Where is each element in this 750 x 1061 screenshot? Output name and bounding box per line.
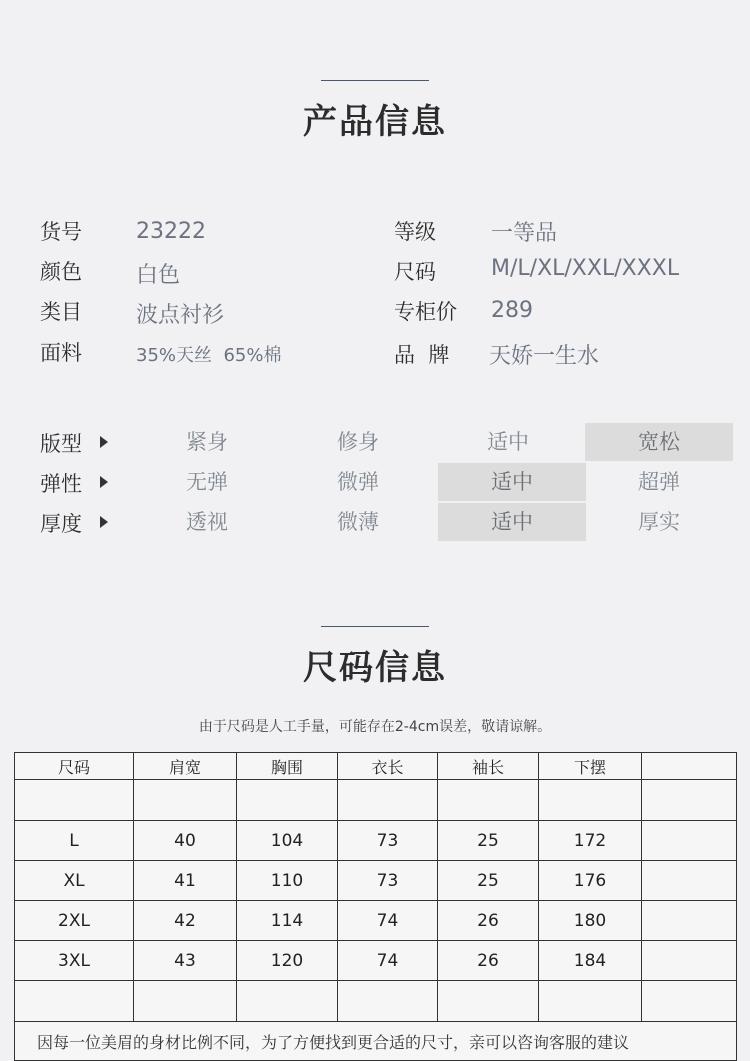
field-label-counter-price: 专柜价 <box>394 300 457 324</box>
attribute-label-thickness: 厚度 <box>40 512 82 536</box>
size-table <box>14 752 737 1061</box>
table-row-empty <box>15 780 737 821</box>
table-cell: 74 <box>338 901 438 941</box>
attribute-option: 紧身 <box>186 430 228 454</box>
table-cell: 26 <box>438 941 539 981</box>
table-cell: 42 <box>134 901 237 941</box>
table-cell: 2XL <box>15 901 134 941</box>
table-cell: 3XL <box>15 941 134 981</box>
table-row-empty <box>15 981 737 1022</box>
header-cell: 袖长 <box>438 753 539 780</box>
attribute-option: 无弹 <box>186 470 228 494</box>
field-value-item-no: 23222 <box>136 219 206 244</box>
table-cell: 172 <box>539 821 642 861</box>
attribute-option-selected: 适中 <box>438 503 586 541</box>
table-cell: 180 <box>539 901 642 941</box>
field-label-grade: 等级 <box>394 220 436 244</box>
attribute-option: 修身 <box>337 430 379 454</box>
field-value-counter-price: 289 <box>491 298 533 323</box>
product-title-divider <box>321 80 429 81</box>
header-cell: 胸围 <box>237 753 338 780</box>
attribute-option: 微薄 <box>337 510 379 534</box>
table-cell <box>642 821 737 861</box>
field-value-fabric: 35%天丝 65%棉 <box>136 345 282 366</box>
field-value-category: 波点衬衫 <box>136 303 225 328</box>
field-value-size: M/L/XL/XXL/XXXL <box>491 256 680 281</box>
field-label-size: 尺码 <box>394 260 436 284</box>
attribute-option-selected: 宽松 <box>585 423 733 461</box>
attribute-option: 微弹 <box>337 470 379 494</box>
attribute-option-selected: 适中 <box>438 463 586 501</box>
table-footer-row <box>15 1022 737 1061</box>
table-cell: XL <box>15 861 134 901</box>
attribute-option: 透视 <box>186 510 228 534</box>
table-cell: 114 <box>237 901 338 941</box>
size-title-divider <box>321 626 429 627</box>
table-row <box>15 901 737 941</box>
table-cell <box>642 901 737 941</box>
field-label-color: 颜色 <box>40 260 82 284</box>
header-cell <box>642 753 737 780</box>
size-note: 由于尺码是人工手量，可能存在2-4cm误差，敬请谅解。 <box>198 719 552 735</box>
triangle-right-icon <box>100 516 108 528</box>
table-cell: 43 <box>134 941 237 981</box>
field-label-brand: 品 牌 <box>394 343 450 367</box>
table-cell: 73 <box>338 821 438 861</box>
triangle-right-icon <box>100 436 108 448</box>
field-value-grade: 一等品 <box>491 221 558 246</box>
attribute-option: 适中 <box>487 430 529 454</box>
table-cell: 74 <box>338 941 438 981</box>
attribute-option: 超弹 <box>638 470 680 494</box>
header-cell: 衣长 <box>338 753 438 780</box>
table-cell: 41 <box>134 861 237 901</box>
table-cell: 26 <box>438 901 539 941</box>
table-row <box>15 861 737 901</box>
size-section-title: 尺码信息 <box>303 648 447 688</box>
table-cell: 40 <box>134 821 237 861</box>
table-cell: 104 <box>237 821 338 861</box>
table-row <box>15 941 737 981</box>
attribute-label-elasticity: 弹性 <box>40 472 82 496</box>
table-cell: 25 <box>438 821 539 861</box>
size-advice-note: 因每一位美眉的身材比例不同，为了方便找到更合适的尺寸，亲可以咨询客服的建议 <box>15 1022 737 1061</box>
header-cell: 尺码 <box>15 753 134 780</box>
table-cell: 184 <box>539 941 642 981</box>
field-label-fabric: 面料 <box>40 341 82 365</box>
table-cell: 176 <box>539 861 642 901</box>
table-cell: 120 <box>237 941 338 981</box>
table-cell <box>642 941 737 981</box>
table-cell: 25 <box>438 861 539 901</box>
table-cell <box>642 861 737 901</box>
triangle-right-icon <box>100 476 108 488</box>
table-cell: 110 <box>237 861 338 901</box>
field-label-category: 类目 <box>40 300 82 324</box>
attribute-option: 厚实 <box>638 510 680 534</box>
field-value-brand: 天娇一生水 <box>489 344 600 369</box>
header-cell: 下摆 <box>539 753 642 780</box>
table-cell: L <box>15 821 134 861</box>
field-label-item-no: 货号 <box>40 220 82 244</box>
attribute-label-fit: 版型 <box>40 432 82 456</box>
product-section-title: 产品信息 <box>303 102 447 142</box>
header-cell: 肩宽 <box>134 753 237 780</box>
field-value-color: 白色 <box>136 263 181 288</box>
table-header-row <box>15 753 737 780</box>
table-row <box>15 821 737 861</box>
table-cell: 73 <box>338 861 438 901</box>
